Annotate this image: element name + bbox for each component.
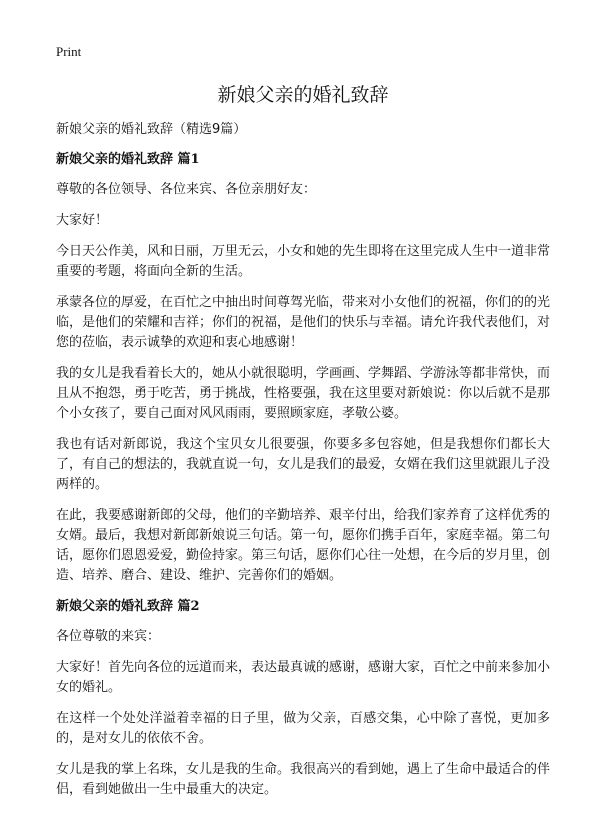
section-1	[56, 150, 550, 586]
print-link[interactable]: Print	[56, 44, 82, 59]
paragraph: 尊敬的各位领导、各位来宾、各位亲朋好友：	[56, 182, 317, 197]
paragraph: 女儿是我的掌上名珠，女儿是我的生命。我很高兴的看到她，遇上了生命中最适合的伴侣，看到她做出一生中最重大的决定。	[56, 762, 551, 797]
paragraph: 大家好！首先向各位的远道而来，表达最真诚的感谢，感谢大家，百忙之中前来参加小女的婚礼。	[56, 660, 551, 695]
section-heading: 新娘父亲的婚礼致辞 篇2	[56, 599, 200, 614]
paragraph: 我的女儿是我看着长大的，她从小就很聪明，学画画、学舞蹈、学游泳等都非常快，而且从不抱怨，勇于吃苦，勇于挑战，性格要强，我在这里要对新娘说：你以后就不是那个小女孩了，要自己面对风风雨雨，要照顾家庭，孝敬公婆。	[56, 366, 551, 421]
document-subtitle: 新娘父亲的婚礼致辞（精选9篇）	[56, 122, 247, 137]
paragraph: 大家好！	[56, 213, 109, 228]
section-heading: 新娘父亲的婚礼致辞 篇1	[56, 152, 200, 167]
page-title: 新娘父亲的婚礼致辞	[217, 84, 389, 106]
paragraph: 承蒙各位的厚爱，在百忙之中抽出时间尊驾光临，带来对小女他们的祝福，你们的的光临，是他们的荣耀和吉祥；你们的祝福，是他们的快乐与幸福。请允许我代表他们，对您的莅临，表示诚挚的欢迎和衷心地感谢！	[56, 295, 551, 350]
paragraph: 在此，我要感谢新郎的父母，他们的辛勤培养、艰辛付出，给我们家养育了这样优秀的女婿。最后，我想对新郎新娘说三句话。第一句，愿你们携手百年，家庭幸福。第二句话，愿你们恩恩爱爱，勤俭持家。第三句话，愿你们心往一处想，在今后的岁月里，创造、培养、磨合、建设、维护、完善你们的婚姻。	[56, 508, 551, 583]
paragraph: 我也有话对新郎说，我这个宝贝女儿很要强，你要多多包容她，但是我想你们都长大了，有自己的想法的，我就直说一句，女儿是我们的最爱，女婿在我们这里就跟儿子没两样的。	[56, 437, 551, 492]
paragraph: 在这样一个处处洋溢着幸福的日子里，做为父亲，百感交集，心中除了喜悦，更加多的，是对女儿的依依不舍。	[56, 711, 550, 746]
paragraph: 各位尊敬的来宾：	[56, 629, 161, 644]
paragraph: 今日天公作美，风和日丽，万里无云，小女和她的先生即将在这里完成人生中一道非常重要的考题，将面向全新的生活。	[56, 244, 551, 279]
section-2	[56, 597, 550, 800]
